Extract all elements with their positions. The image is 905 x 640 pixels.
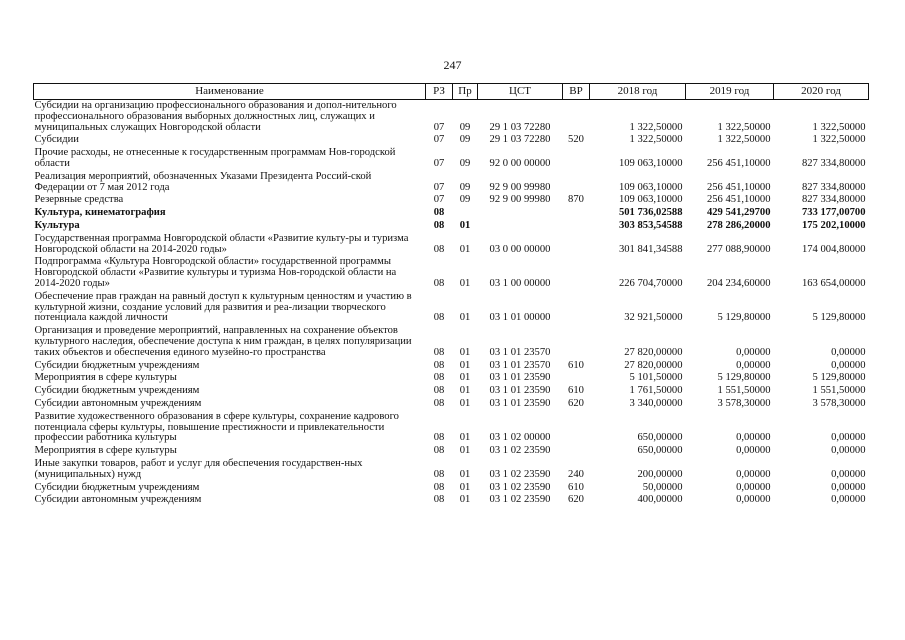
row-pr: 09: [459, 181, 471, 193]
row-vr: [563, 372, 590, 385]
table-header-row: [34, 84, 869, 100]
row-rz: 08: [433, 312, 445, 324]
row-vr: [563, 171, 590, 195]
row-pr: 01: [459, 397, 471, 409]
row-2019: 256 451,10000: [706, 157, 771, 169]
row-2019: 5 129,80000: [717, 372, 771, 384]
header-2020: 2020 год: [774, 84, 869, 100]
row-vr: 620: [568, 494, 584, 506]
row-rz: 08: [433, 385, 445, 397]
row-2020: 3 578,30000: [812, 397, 866, 409]
row-2018: 200,00000: [637, 468, 683, 480]
row-rz: 08: [433, 481, 445, 493]
row-cst: [478, 207, 563, 220]
table-row: [34, 100, 869, 135]
row-2018: 303 853,54588: [618, 219, 683, 231]
table-row: [34, 233, 869, 257]
row-vr: [563, 233, 590, 257]
row-2018: 1 322,50000: [629, 121, 683, 133]
row-cst: 03 1 01 23590: [489, 397, 551, 409]
row-rz: 08: [433, 207, 445, 219]
header-2019: 2019 год: [686, 84, 774, 100]
row-name: Мероприятия в сфере культуры: [34, 445, 177, 457]
row-cst: 29 1 03 72280: [489, 134, 551, 146]
row-name: Культура: [34, 219, 80, 231]
row-name: Субсидии автономным учреждениям: [34, 494, 202, 506]
row-name: Прочие расходы, не отнесенные к государственным программам Нов-городской области: [34, 147, 396, 169]
row-name: Организация и проведение мероприятий, направленных на сохранение объектов культурного наследия, обеспечение доступа к ним граждан, в целях популяризации таких объектов и обеспечения единого музейно-го пространства: [34, 325, 412, 358]
row-vr: 610: [568, 385, 584, 397]
row-2018: 109 063,10000: [618, 157, 683, 169]
row-2019: 0,00000: [736, 481, 771, 493]
row-pr: 09: [459, 134, 471, 146]
table-row: [34, 411, 869, 445]
row-2020: 1 551,50000: [812, 385, 866, 397]
row-pr: 09: [459, 121, 471, 133]
row-rz: 08: [433, 277, 445, 289]
row-2020: 733 177,00700: [801, 207, 866, 219]
row-pr: 01: [459, 359, 471, 371]
row-vr: 520: [568, 134, 584, 146]
row-2019: 0,00000: [736, 494, 771, 506]
row-2019: 5 129,80000: [717, 312, 771, 324]
row-vr: [563, 445, 590, 458]
row-rz: 08: [433, 372, 445, 384]
row-2018: 301 841,34588: [618, 243, 683, 255]
row-pr: 01: [459, 481, 471, 493]
row-pr: 01: [459, 243, 471, 255]
row-cst: 03 1 02 23590: [489, 468, 551, 480]
row-name: Развитие художественного образования в сфере культуры, сохранение кадрового потенциала сферы культуры, повышение престижности и привлекательности профессии работника культуры: [34, 410, 399, 444]
row-cst: 29 1 03 72280: [489, 121, 551, 133]
row-name: Субсидии на организацию профессионального образования и допол-нительного профессионального образования выборных должностных лиц, служащих и муниципальных служащих Новгородской области: [34, 100, 397, 133]
row-2020: 174 004,80000: [801, 243, 866, 255]
table-row: [34, 385, 869, 398]
row-rz: 08: [433, 346, 445, 358]
row-rz: 08: [433, 359, 445, 371]
row-vr: [563, 100, 590, 135]
row-2019: 429 541,29700: [706, 207, 771, 219]
row-pr: 01: [459, 277, 471, 289]
table-row: [34, 445, 869, 458]
row-rz: 08: [433, 397, 445, 409]
table-row: [34, 458, 869, 482]
row-rz: 07: [433, 194, 445, 206]
row-2019: 1 551,50000: [717, 385, 771, 397]
row-vr: 240: [568, 468, 584, 480]
row-2019: 0,00000: [736, 468, 771, 480]
row-2018: 501 736,02588: [618, 207, 683, 219]
row-cst: 92 9 00 99980: [489, 194, 551, 206]
row-name: Подпрограмма «Культура Новгородской области» государственной программы Новгородской области «Развитие культуры и туризма Нов-городской области на 2014-2020 годы»: [34, 256, 397, 289]
table-row: [34, 256, 869, 290]
row-cst: 03 1 02 23590: [489, 494, 551, 506]
row-2020: 1 322,50000: [812, 134, 866, 146]
row-rz: 07: [433, 121, 445, 133]
table-row: [34, 372, 869, 385]
table-row: [34, 220, 869, 233]
header-2018: 2018 год: [590, 84, 686, 100]
row-2020: 0,00000: [831, 432, 866, 444]
row-2018: 1 761,50000: [629, 385, 683, 397]
row-rz: 07: [433, 157, 445, 169]
row-pr: 01: [459, 432, 471, 444]
row-2019: 256 451,10000: [706, 181, 771, 193]
row-cst: 92 9 00 99980: [489, 181, 551, 193]
row-2018: 109 063,10000: [618, 194, 683, 206]
row-2020: 5 129,80000: [812, 372, 866, 384]
row-cst: 92 0 00 00000: [489, 157, 551, 169]
header-cst: ЦСТ: [478, 84, 563, 100]
row-2020: 0,00000: [831, 445, 866, 457]
row-name: Субсидии бюджетным учреждениям: [34, 385, 200, 397]
header-rz: РЗ: [426, 84, 453, 100]
row-pr: 01: [459, 445, 471, 457]
row-2018: 650,00000: [637, 445, 683, 457]
row-vr: 610: [568, 359, 584, 371]
row-pr: 09: [459, 194, 471, 206]
row-pr: 01: [459, 468, 471, 480]
header-vr: ВР: [563, 84, 590, 100]
row-2019: 204 234,60000: [706, 277, 771, 289]
row-name: Иные закупки товаров, работ и услуг для обеспечения государствен-ных (муниципальных) нужд: [34, 457, 363, 480]
row-2019: 256 451,10000: [706, 194, 771, 206]
table-row: [34, 147, 869, 171]
row-pr: 01: [459, 385, 471, 397]
row-name: Субсидии: [34, 134, 79, 146]
row-2019: 277 088,90000: [706, 243, 771, 255]
row-2018: 27 820,00000: [624, 359, 683, 371]
row-2018: 32 921,50000: [624, 312, 683, 324]
row-vr: [563, 325, 590, 359]
header-pr: Пр: [453, 84, 478, 100]
table-row: [34, 494, 869, 507]
row-2019: 1 322,50000: [717, 134, 771, 146]
row-2019: 0,00000: [736, 445, 771, 457]
row-rz: 08: [433, 468, 445, 480]
table-body: [34, 100, 869, 508]
row-rz: 07: [433, 181, 445, 193]
table-row: [34, 134, 869, 147]
budget-table: [33, 83, 869, 507]
row-name: Мероприятия в сфере культуры: [34, 372, 177, 384]
header-name: Наименование: [34, 84, 426, 100]
row-2020: 827 334,80000: [801, 181, 866, 193]
row-2018: 400,00000: [637, 494, 683, 506]
row-2018: 1 322,50000: [629, 134, 683, 146]
row-2020: 175 202,10000: [801, 219, 866, 231]
row-2018: 226 704,70000: [618, 277, 683, 289]
row-pr: 01: [459, 219, 471, 231]
table-row: [34, 325, 869, 359]
row-2018: 3 340,00000: [629, 397, 683, 409]
row-2020: 0,00000: [831, 359, 866, 371]
row-name: Реализация мероприятий, обозначенных Указами Президента Россий-ской Федерации от 7 мая 2012 года: [34, 170, 372, 193]
table-row: [34, 194, 869, 207]
row-pr: [453, 207, 478, 220]
row-pr: 01: [459, 346, 471, 358]
row-cst: 03 1 01 23590: [489, 372, 551, 384]
row-2020: 0,00000: [831, 346, 866, 358]
row-vr: 620: [568, 397, 584, 409]
row-cst: 03 1 01 23570: [489, 359, 551, 371]
row-vr: [563, 256, 590, 290]
row-name: Субсидии бюджетным учреждениям: [34, 359, 200, 371]
row-2019: 278 286,20000: [706, 219, 771, 231]
row-2019: 3 578,30000: [717, 397, 771, 409]
row-vr: 870: [568, 194, 584, 206]
row-vr: 610: [568, 481, 584, 493]
row-cst: 03 0 00 00000: [489, 243, 551, 255]
row-cst: 03 1 01 23570: [489, 346, 551, 358]
row-rz: 08: [433, 243, 445, 255]
row-2020: 1 322,50000: [812, 121, 866, 133]
page-number: 247: [443, 58, 462, 72]
row-2018: 650,00000: [637, 432, 683, 444]
row-name: Субсидии бюджетным учреждениям: [34, 481, 200, 493]
row-cst: 03 1 01 00000: [489, 312, 551, 324]
row-vr: [563, 220, 590, 233]
row-rz: 08: [433, 494, 445, 506]
row-pr: 01: [459, 494, 471, 506]
row-2018: 50,00000: [642, 481, 683, 493]
row-2018: 109 063,10000: [618, 181, 683, 193]
row-name: Резервные средства: [34, 194, 124, 206]
row-rz: 08: [433, 432, 445, 444]
row-vr: [563, 411, 590, 445]
row-rz: 08: [433, 445, 445, 457]
row-vr: [563, 207, 590, 220]
row-vr: [563, 147, 590, 171]
row-rz: 08: [433, 219, 445, 231]
row-cst: 03 1 01 23590: [489, 385, 551, 397]
row-name: Государственная программа Новгородской области «Развитие культу-ры и туризма Новгородской области на 2014-2020 годы»: [34, 232, 409, 255]
table-row: [34, 171, 869, 195]
row-name: Культура, кинематография: [34, 207, 166, 219]
row-2019: 0,00000: [736, 346, 771, 358]
row-cst: [478, 220, 563, 233]
row-cst: 03 1 02 23590: [489, 481, 551, 493]
row-cst: 03 1 02 00000: [489, 432, 551, 444]
row-vr: [563, 291, 590, 325]
row-2018: 5 101,50000: [629, 372, 683, 384]
table-row: [34, 398, 869, 411]
row-2019: 1 322,50000: [717, 121, 771, 133]
row-pr: 01: [459, 312, 471, 324]
row-rz: 07: [433, 134, 445, 146]
row-2020: 0,00000: [831, 494, 866, 506]
table-row: [34, 207, 869, 220]
row-pr: 01: [459, 372, 471, 384]
row-2020: 827 334,80000: [801, 157, 866, 169]
table-row: [34, 291, 869, 325]
table-row: [34, 482, 869, 495]
row-cst: 03 1 00 00000: [489, 277, 551, 289]
row-2020: 5 129,80000: [812, 312, 866, 324]
row-pr: 09: [459, 157, 471, 169]
row-2020: 827 334,80000: [801, 194, 866, 206]
row-2019: 0,00000: [736, 432, 771, 444]
row-2020: 0,00000: [831, 468, 866, 480]
row-2020: 0,00000: [831, 481, 866, 493]
row-name: Субсидии автономным учреждениям: [34, 397, 202, 409]
row-name: Обеспечение прав граждан на равный доступ к культурным ценностям и участию в культурной жизни, создание условий для развития и реа-лизации творческого потенциала каждой личности: [34, 290, 412, 324]
table-row: [34, 360, 869, 373]
row-cst: 03 1 02 23590: [489, 445, 551, 457]
row-2019: 0,00000: [736, 359, 771, 371]
row-2020: 163 654,00000: [801, 277, 866, 289]
row-2018: 27 820,00000: [624, 346, 683, 358]
